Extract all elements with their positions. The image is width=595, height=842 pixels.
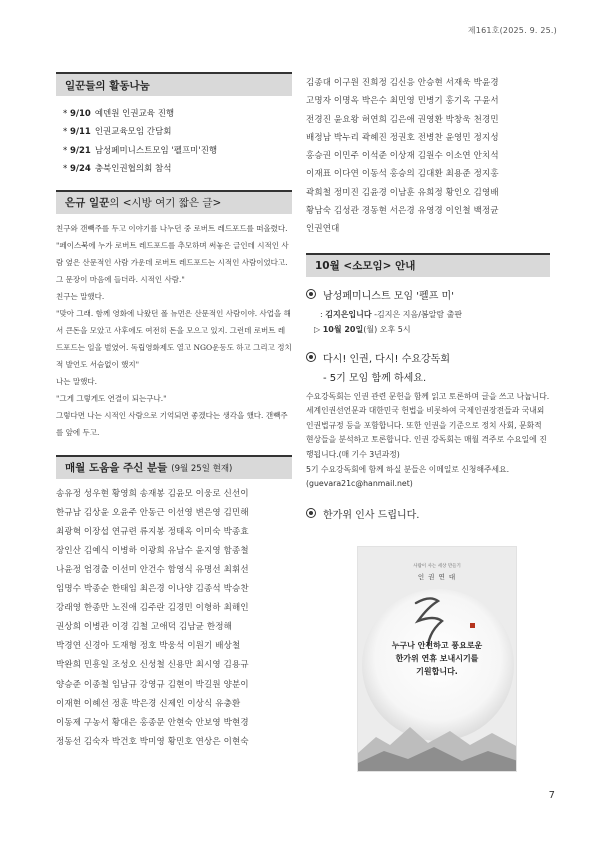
activity-item: * 9/10 예덴원 인권교육 진행 xyxy=(63,109,175,119)
book-title: 김지은입니다 xyxy=(325,309,372,319)
bullet-icon xyxy=(306,352,316,362)
meeting-item-2-title-row xyxy=(306,350,550,365)
activity-date: 9/10 xyxy=(69,109,91,119)
donor-line: 나윤정 엄경출 이선미 안건수 함영식 유명선 최휘선 xyxy=(56,564,249,575)
meeting-date: 10월 20일 xyxy=(322,324,364,334)
donor-line: 최광혁 이장섭 연규련 류지봉 정태옥 이미숙 박종효 xyxy=(56,526,249,537)
donor-line: 인권연대 xyxy=(306,224,340,235)
essay-paragraph: 친구와 갠빽주를 두고 이야기를 나누던 중 로버트 레드포드를 떠올렸다. xyxy=(56,223,288,233)
donor-line: 이동제 구농서 황대은 홍종문 안현숙 안보영 박현경 xyxy=(56,717,249,728)
meeting-item-2 xyxy=(306,350,550,492)
donor-line: 임명수 박종순 한태임 최은경 이나양 김종석 박승찬 xyxy=(56,584,249,595)
study-paragraph: 5기 수요강독회에 함께 하실 분들은 이메일로 신청해주세요. (guevara21c@hanmail.net) xyxy=(306,464,510,489)
page-number: 7 xyxy=(548,790,555,801)
essay-paragraph: 나는 말했다. xyxy=(56,376,97,386)
activities-title: 일꾼들의 활동나눔 xyxy=(65,79,150,92)
book-detail: -김지은 지음/봄알람 출판 xyxy=(371,309,463,319)
donor-line: 홍승권 이민주 이석준 이상재 김원수 이소연 안치석 xyxy=(306,151,499,162)
card-message-line: 기원합니다. xyxy=(416,667,458,676)
donor-line: 이재현 이혜선 정훈 박은경 신제인 이상식 유충환 xyxy=(56,698,241,709)
donor-line: 장인산 김예식 이병하 이광희 유남수 윤지영 함종철 xyxy=(56,545,249,556)
activity-item: * 9/11 인권교육모임 간담회 xyxy=(63,127,172,138)
activity-text: 예덴원 인권교육 진행 xyxy=(94,109,175,119)
donor-line: 배정남 박누리 곽혜진 정권호 전병찬 윤영민 정지성 xyxy=(306,132,499,143)
essay-paragraph: "맞아 그래. 함께 영화에 나왔던 폴 뉴먼은 산문적인 사람이야. 사업을 해서 큰돈을 모았고 사후에도 여전히 돈을 모으고 있지. 그런데 로버트 레드포드는 일을 벌였어. 독립영화제도 열고 NGO운동도 하고 그리고 정치적 발언도 서슴없이 했지" xyxy=(56,308,292,369)
donor-line: 황남숙 김성관 경동현 서은경 유영경 이인철 백정균 xyxy=(306,206,499,217)
activity-date: 9/21 xyxy=(69,145,91,156)
donor-line: 김종대 이구원 진희정 김신응 안승현 서재욱 박윤경 xyxy=(306,78,499,88)
bullet-icon xyxy=(306,508,316,518)
activity-text: 남성페미니스트모임 '펠프미'진행 xyxy=(94,145,218,156)
activities-heading xyxy=(56,72,292,96)
left-column xyxy=(56,72,292,752)
donor-line: 송유정 성우현 황영희 송재봉 김윤모 이웅로 신선이 xyxy=(56,488,249,499)
donor-line: 권상희 이병관 이경 김철 고애덕 김남균 한정해 xyxy=(56,622,232,633)
essay-title-rest: 의 <시방 여기 짧은 글> xyxy=(109,197,222,210)
donors-heading xyxy=(56,455,292,479)
meeting-item-1-title: 남성페미니스트 모임 '펠프 미' xyxy=(323,290,454,302)
right-column xyxy=(306,72,550,521)
donor-line: 박경연 신경아 도재형 정호 박웅석 이원기 배상철 xyxy=(56,641,241,652)
essay-paragraph: "그게 그렇게도 연결이 되는구나." xyxy=(56,393,167,403)
activity-date: 9/11 xyxy=(69,127,91,138)
card-slogan: 사람이 사는 세상 만들기 xyxy=(413,564,461,569)
essay-title-bold: 은규 일꾼 xyxy=(65,197,110,210)
essay-heading xyxy=(56,190,292,214)
date-prefix: ▷ xyxy=(314,324,323,334)
meeting-date-line xyxy=(306,322,550,337)
activities-list xyxy=(56,105,292,179)
donor-line: 곽희철 정미진 김윤경 이남훈 유희정 황인오 김영배 xyxy=(306,187,499,198)
donor-line: 고명자 이명옥 박은수 최민영 민병기 홍기옥 구윤서 xyxy=(306,96,499,107)
meeting-item-1-title-row xyxy=(306,287,550,302)
greeting-title-row xyxy=(306,506,550,521)
study-paragraph: 수요강독회는 인권 관련 문헌을 함께 읽고 토론하며 글을 쓰고 나눕니다. xyxy=(306,391,550,401)
donor-list-right xyxy=(306,74,550,239)
activity-text: 인권교육모임 간담회 xyxy=(94,127,172,138)
card-message-line: 누구나 안전하고 풍요로운 xyxy=(391,641,483,650)
essay-paragraph: "페이스북에 누가 로버트 레드포드를 추모하며 써놓은 글인데 시적인 사람 옆은 산문적인 사람 가운데 로버트 레드포드는 시적인 사람이었다고. 그 문장이 마음에 들더라. 시적인 사람." xyxy=(56,240,289,284)
donors-title: 매월 도움을 주신 분들 xyxy=(65,462,168,475)
meeting-item-2-title: 다시! 인권, 다시! 수요강독회 xyxy=(323,353,450,365)
meeting-time: (월) 오후 5시 xyxy=(363,324,411,334)
study-paragraph: 세계인권선언문과 대한민국 헌법을 비롯하여 국제인권장전들과 국내외 인권법규정 등을 포함합니다. 또한 인권을 기준으로 정치 사회, 문화적 현상들을 분석하고 토론합니다. 인권 강독회는 매월 격주로 수요일에 진행됩니다.(매 기수 3년과정) xyxy=(306,406,547,460)
seal-icon xyxy=(470,623,475,628)
activity-item: * 9/24 충북인권협의회 참석 xyxy=(63,164,172,175)
meeting-book-line xyxy=(306,307,550,322)
activity-item: * 9/21 남성페미니스트모임 '펠프미'진행 xyxy=(63,145,218,156)
donors-note: (9월 25일 현재) xyxy=(171,463,233,474)
meeting-item-2-subtitle: - 5기 모임 함께 하세요. xyxy=(323,372,427,384)
bullet-icon xyxy=(306,289,316,299)
meeting-title: 10월 <소모임> 안내 xyxy=(315,260,416,273)
meeting-item-1 xyxy=(306,287,550,337)
card-message-line: 한가위 연휴 보내시기를 xyxy=(395,654,479,663)
greeting-title: 한가위 인사 드립니다. xyxy=(323,509,420,521)
meeting-heading xyxy=(306,253,550,277)
card-org-name: 인 권 연 대 xyxy=(417,573,457,581)
essay-paragraph: 그렇다면 나는 시적인 사람으로 기억되면 좋겠다는 생각을 했다. 갠빽주를 앞에 두고. xyxy=(56,410,288,437)
card-message xyxy=(358,639,516,678)
activity-date: 9/24 xyxy=(69,164,91,175)
activity-text: 충북인권협의회 참석 xyxy=(94,164,172,175)
donor-line: 양승준 이종철 임남규 강영규 김현이 박길원 양분이 xyxy=(56,679,249,690)
donor-line: 강래영 한종만 노진애 김주란 김경민 이형하 최해인 xyxy=(56,603,249,614)
donor-line: 전경진 윤요왕 허연희 김은애 권영환 박창욱 천경민 xyxy=(306,114,499,125)
donor-list-left xyxy=(56,485,292,752)
greeting-card xyxy=(357,546,517,772)
donor-line: 박완희 민흥일 조성오 신성철 신용만 최시영 김용규 xyxy=(56,660,249,671)
book-prefix: : xyxy=(320,309,326,319)
donor-line: 이재표 이다연 이동석 홍승의 김대환 최용준 정지홍 xyxy=(306,169,499,180)
donor-line: 정동선 김숙자 박건호 박미영 황민호 연상은 이현숙 xyxy=(56,736,249,747)
issue-number: 제161호(2025. 9. 25.) xyxy=(467,26,557,35)
essay-paragraph: 친구는 말했다. xyxy=(56,291,105,301)
donor-line: 한규남 김상윤 오윤주 안동근 이선영 변은영 김민해 xyxy=(56,507,249,518)
essay-body xyxy=(56,220,292,441)
